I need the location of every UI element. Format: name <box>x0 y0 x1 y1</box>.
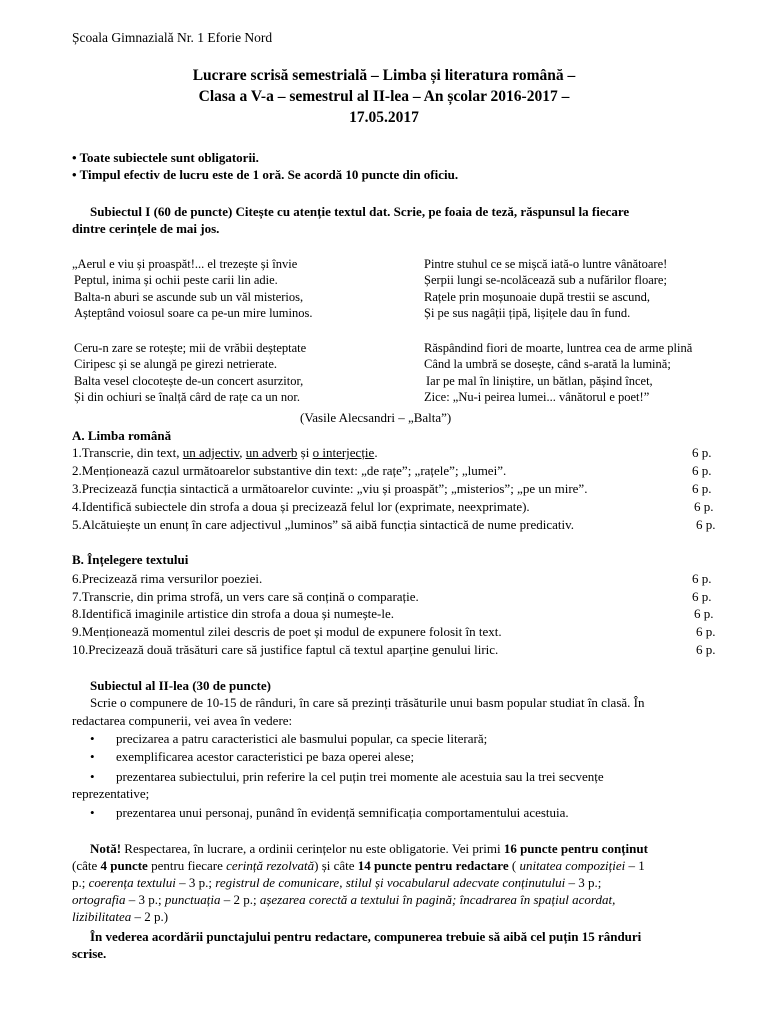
requirement-text: precizarea a patru caracteristici ale basmului popular, ca specie literară; <box>116 731 488 746</box>
requirement-item <box>90 804 569 821</box>
question-1-sep: și <box>297 445 313 460</box>
rule-1: • Toate subiectele sunt obligatorii. <box>72 150 259 165</box>
exam-title-line2: Clasa a V-a – semestrul al II-lea – An școlar 2016-2017 – <box>198 88 570 105</box>
requirement-text: exemplificarea acestor caracteristici pe baza operei alese; <box>116 749 415 764</box>
question-7-points: 6 p. <box>692 589 712 604</box>
question-3-points: 6 p. <box>692 481 712 496</box>
section-a-heading: A. Limba română <box>72 428 172 443</box>
poem-left-line: Balta vesel clocotește de-un concert asurzitor, <box>74 374 304 388</box>
poem-right-line: Răspândind fiori de moarte, luntrea cea de arme plină <box>424 341 693 355</box>
subject1-intro-line2: dintre cerințele de mai jos. <box>72 221 220 236</box>
note-line5 <box>72 908 168 925</box>
exam-title-line1: Lucrare scrisă semestrială – Limba și literatura română – <box>192 67 576 84</box>
note-text: p.; <box>72 875 89 890</box>
question-1-underlined-adjective: un adjectiv <box>182 445 240 460</box>
poem-right-line: Și pe sus nagâții țipă, lișițele dau în fund. <box>424 306 631 320</box>
question-5: 5.Alcătuiește un enunț în care adjectivul „luminos” să aibă funcția sintactică de nume predicativ. <box>72 517 574 532</box>
question-10-points: 6 p. <box>696 642 716 657</box>
requirement-item <box>90 730 487 747</box>
note-line1 <box>90 840 648 857</box>
rule-2: • Timpul efectiv de lucru este de 1 oră. Se acordă 10 puncte din oficiu. <box>72 167 459 182</box>
note-italic: coerența textului <box>88 875 176 890</box>
question-8: 8.Identifică imaginile artistice din strofa a doua și numește-le. <box>72 606 395 621</box>
question-2: 2.Menționează cazul următoarelor substantive din text: „de rațe”; „rațele”; „lumei”. <box>72 463 507 478</box>
note-italic: registrul de comunicare, stilul și vocabularul adecvate conținutului <box>215 875 566 890</box>
question-1-prefix: 1.Transcrie, din text, <box>72 445 183 460</box>
poem-left-line: Așteptând voiosul soare ca pe-un mire luminos. <box>74 306 313 320</box>
poem-left-line: Peptul, inima și ochii peste carii lin adie. <box>74 273 278 287</box>
note-italic: ortografia <box>72 892 126 907</box>
question-3: 3.Precizează funcția sintactică a următoarelor cuvinte: „viu și proaspăt”; „misterios”; „pe un mire”. <box>72 481 588 496</box>
question-4-points: 6 p. <box>694 499 714 514</box>
note-italic: așezarea corectă a textului în pagină; încadrarea în spațiul acordat, <box>259 892 616 907</box>
question-9: 9.Menționează momentul zilei descris de poet și modul de expunere folosit în text. <box>72 624 502 639</box>
poem-left-line: „Aerul e viu și proaspăt!... el trezește și învie <box>72 257 298 271</box>
question-8-points: 6 p. <box>694 606 714 621</box>
note-bold: 14 puncte pentru redactare <box>357 858 509 873</box>
requirement-item <box>90 768 604 785</box>
requirement-item <box>90 748 414 765</box>
poem-left-line: Ceru-n zare se rotește; mii de vrăbii deșteptate <box>74 341 307 355</box>
note-italic: lizibilitatea <box>72 909 132 924</box>
note-text: Respectarea, în lucrare, a ordinii cerințelor nu este obligatorie. Vei primi <box>121 841 504 856</box>
poem-source: (Vasile Alecsandri – „Balta”) <box>300 410 452 425</box>
question-1-underlined-interjection: o interjecție <box>312 445 375 460</box>
final-instruction-line2: scrise. <box>72 946 107 961</box>
poem-left-line: Ciripesc și se alungă pe girezi netrierate. <box>74 357 278 371</box>
requirement-text: prezentarea unui personaj, punând în evidență semnificația comportamentului acestuia. <box>116 805 569 820</box>
question-9-points: 6 p. <box>696 624 716 639</box>
poem-right-line: Pintre stuhul ce se mișcă iată-o luntre vânătoare! <box>424 257 668 271</box>
note-italic: punctuația <box>164 892 221 907</box>
poem-right-line: Zice: „Nu-i peirea lumei... vânătorul e poet!” <box>424 390 650 404</box>
note-bold: 4 puncte <box>100 858 148 873</box>
poem-right-line: Rațele prin moșunoaie după trestii se ascund, <box>424 290 650 304</box>
note-text: – 1 <box>625 858 645 873</box>
requirement-text: prezentarea subiectului, prin referire la cel puțin trei momente ale acestuia sau la trei secvențe <box>116 769 604 784</box>
poem-left-line: Balta-n aburi se ascunde sub un văl misterios, <box>74 290 304 304</box>
poem-right-line: Când la umbră se dosește, când s-arată la lumină; <box>424 357 671 371</box>
subject2-heading: Subiectul al II-lea (30 de puncte) <box>90 678 271 693</box>
poem-right-line: Iar pe mal în liniștire, un bătlan, pășind încet, <box>426 374 653 388</box>
question-1 <box>72 444 378 461</box>
question-1-underlined-adverb: un adverb <box>245 445 298 460</box>
question-1-points: 6 p. <box>692 445 712 460</box>
question-10: 10.Precizează două trăsături care să justifice faptul că textul aparține genului liric. <box>72 642 499 657</box>
note-label: Notă! <box>90 841 122 856</box>
bullet-icon: • <box>90 749 95 764</box>
school-name: Școala Gimnazială Nr. 1 Eforie Nord <box>72 30 273 45</box>
bullet-icon: • <box>90 805 95 820</box>
final-instruction-line1: În vederea acordării punctajului pentru redactare, compunerea trebuie să aibă cel puțin 15 rânduri <box>90 929 642 944</box>
note-bold: 16 puncte pentru conținut <box>503 841 648 856</box>
note-line4 <box>72 891 615 908</box>
question-4: 4.Identifică subiectele din strofa a doua și precizează felul lor (exprimate, neexprimate). <box>72 499 530 514</box>
bullet-icon: • <box>90 731 95 746</box>
note-text: ( <box>508 858 520 873</box>
note-text: – 3 p.; <box>175 875 216 890</box>
subject2-intro-line1: Scrie o compunere de 10-15 de rânduri, în care să prezinți trăsăturile unui basm popular studiat în clasă. În <box>90 695 645 710</box>
requirement-text-continued: reprezentative; <box>72 786 150 801</box>
note-line2 <box>72 857 645 874</box>
note-text: pentru fiecare <box>147 858 227 873</box>
note-text: – 3 p.; <box>125 892 165 907</box>
note-italic: unitatea compoziției <box>519 858 626 873</box>
question-6: 6.Precizează rima versurilor poeziei. <box>72 571 263 586</box>
note-text: – 2 p.; <box>220 892 260 907</box>
note-text: (câte <box>72 858 101 873</box>
question-6-points: 6 p. <box>692 571 712 586</box>
section-b-heading: B. Înțelegere textului <box>72 552 189 567</box>
note-italic: cerință rezolvată <box>226 858 315 873</box>
question-1-suffix: . <box>374 445 378 460</box>
poem-right-line: Șerpii lungi se-ncolăcează sub a nufărilor floare; <box>424 273 667 287</box>
question-1-sep: , <box>239 445 246 460</box>
note-text: – 2 p.) <box>131 909 169 924</box>
subject2-intro-line2: redactarea compunerii, vei avea în vedere: <box>72 713 293 728</box>
subject1-intro-line1: Subiectul I (60 de puncte) Citește cu atenție textul dat. Scrie, pe foaia de teză, răspunsul la fiecare <box>90 204 630 219</box>
question-7: 7.Transcrie, din prima strofă, un vers care să conțină o comparație. <box>72 589 419 604</box>
question-5-points: 6 p. <box>696 517 716 532</box>
note-text: – 3 p.; <box>565 875 602 890</box>
note-line3 <box>72 874 601 891</box>
poem-left-line: Și din ochiuri se înalță cârd de rațe ca un nor. <box>74 390 300 404</box>
question-2-points: 6 p. <box>692 463 712 478</box>
bullet-icon: • <box>90 769 95 784</box>
exam-date: 17.05.2017 <box>349 109 419 126</box>
note-text: ) și câte <box>314 858 358 873</box>
